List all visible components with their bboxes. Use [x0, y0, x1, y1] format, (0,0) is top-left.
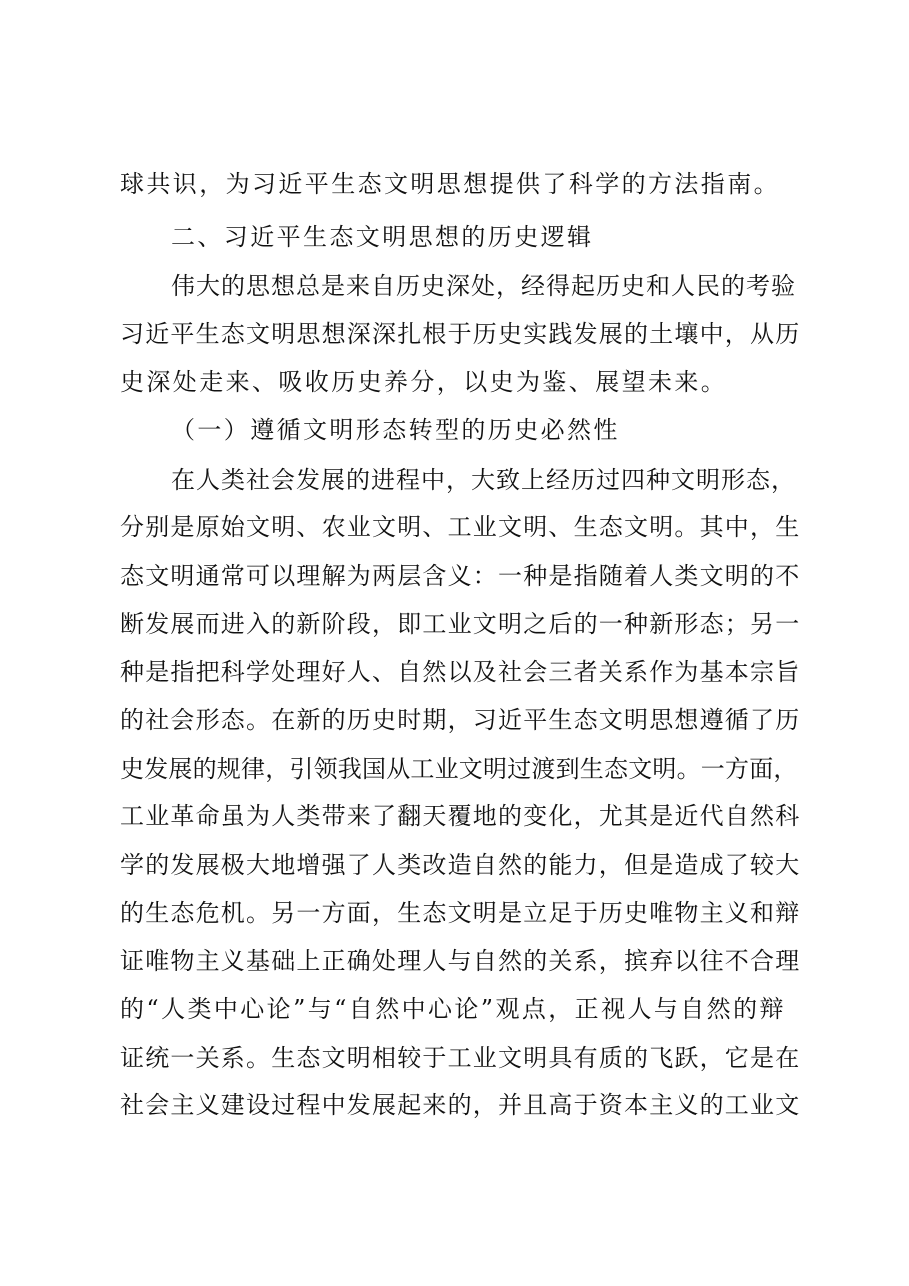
text-line: 种是指把科学处理好人、自然以及社会三者关系作为基本宗旨: [120, 658, 801, 686]
text-line: 的社会形态。在新的历史时期，习近平生态文明思想遵循了历: [120, 706, 801, 734]
text-line: 工业革命虽为人类带来了翻天覆地的变化，尤其是近代自然科: [120, 802, 801, 830]
text-line: 习近平生态文明思想深深扎根于历史实践发展的土壤中，从历: [120, 320, 801, 348]
text-line: 的生态危机。另一方面，生态文明是立足于历史唯物主义和辩: [120, 899, 801, 927]
text-line: 在人类社会发展的进程中，大致上经历过四种文明形态，: [171, 466, 796, 494]
subsection-heading: （一）遵循文明形态转型的历史必然性: [171, 416, 620, 444]
text-line: 学的发展极大地增强了人类改造自然的能力，但是造成了较大: [120, 851, 801, 879]
text-line: 证唯物主义基础上正确处理人与自然的关系，摈弃以往不合理: [120, 947, 801, 975]
text-line: 断发展而进入的新阶段，即工业文明之后的一种新形态；另一: [120, 610, 801, 638]
text-line: 史深处走来、吸收历史养分，以史为鉴、展望未来。: [120, 368, 728, 396]
text-line: 球共识，为习近平生态文明思想提供了科学的方法指南。: [120, 170, 780, 198]
text-line: 史发展的规律，引领我国从工业文明过渡到生态文明。一方面，: [120, 755, 798, 783]
section-heading: 二、习近平生态文明思想的历史逻辑: [171, 223, 594, 251]
text-line: 态文明通常可以理解为两层含义：一种是指随着人类文明的不: [120, 562, 801, 590]
text-line: 社会主义建设过程中发展起来的，并且高于资本主义的工业文: [120, 1091, 801, 1119]
text-line: 证统一关系。生态文明相较于工业文明具有质的飞跃，它是在: [120, 1044, 801, 1072]
text-line: 的“人类中心论”与“自然中心论”观点，正视人与自然的辩: [120, 995, 786, 1023]
text-line: 分别是原始文明、农业文明、工业文明、生态文明。其中，生: [120, 513, 801, 541]
text-line: 伟大的思想总是来自历史深处，经得起历史和人民的考验: [171, 272, 796, 300]
